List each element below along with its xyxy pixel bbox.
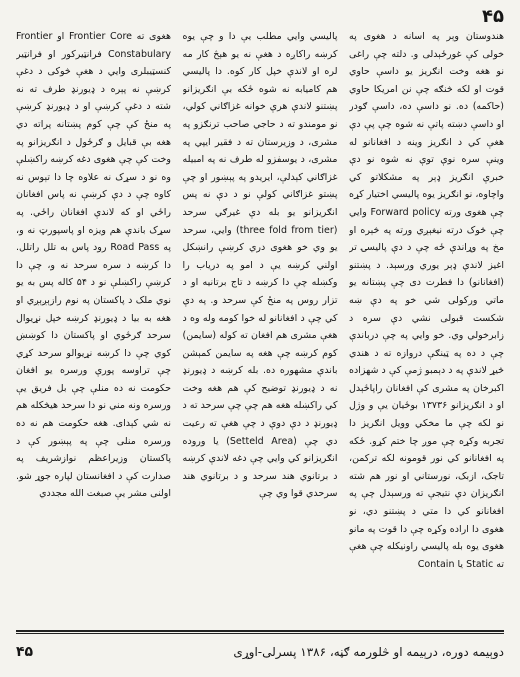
column-middle-text: پالیسي وایي مطلب یې دا و چې یوه کرښه راکاږه د هغې نه یو هېڅ کار مه لره او لاندې خپل کار کوه. دا پالیسي هم کامیابه نه شوه ځکه بې انګریزانو پښتنو لاندې هرې خوانه غزاګاني کولي، نو مومندو ته د حاجي صاحب ترنګزو په مشری، د وزیرستان ته د فقیر ایپي په مشری، د یوسفزو له طرف نه په امبیله غزاګاني کېدلې، ایریدو په پېښور او چې پښتو غزاګاني کولې نو د دې نه پس انګریزانو یو بله دې غیرګي سرحد (three fold from tier) وایي، سرحد یو وي خو هغوی دري کرښې رانښکل اولني کرښه یې د امو په دریاب را وکښله چې دا کرښه د تاج برتانیه او د تزار روس په منځ کې سرحد و. په دې کي چې د افغانانو له خوا کومه وله وه د هغې مشری هم افغان ته کوله (سایمن) کوم کرښه چې هغه په سایمن کمېشن باندې مشهوره ده. بله کرښه د ډیورنډ نه د ډیورنډ توضیح کې هم هغه وخت کي راکښله هغه هم چې چې سرحد ته د ډیورنډ د دې دوې د چې هغې ته رعیت دي چې (Setteld Area) یا وروده انګریزانو کي وایي چې دغه لاندې کرښه د برتانوي هند سرحد و د برتانوي هند سرحدي قوا وي چې [182, 31, 338, 500]
column-middle [183, 28, 338, 618]
page-footer [16, 640, 504, 664]
footer-rule-thin [16, 633, 504, 634]
column-left-text: هغوی ته Frontier Core او Frontier Constabulary فرانټیرکور او فرانټیر کنسټیبلری وایي د هغې څوکی د دغې کرښې نه پېره د ډیورنډ طرف ته نه شته د دغې کرښې او د ډیورنډ کرښې په منځ کې چې کوم پښتانه پراته دي هغه بې قبایل و ګرځول د انګریزانو په وخت کې چې هغوی دغه کرښه راکښلې وه نو د سړک نه علاوه چا دا تېوس نه کاوه چې د دې کرښې نه پاس افغانان راځي او که لاندې افغانان راځي. په سړک باندې هم ویزه او پاسپورټ نه و، په Road Pass رود پاس به تلل راتلل. دا کرښه د سره سرحد نه و، چې دا کرښې راکښلې نو د ۵۴ کاله پس به یو نوي ملک د پاکستان په نوم رازېږېږي او هغه به بیا د ډیورنډ کرښه خپل نړیوال سرحد ګرځوي او پاکستان دا کوښښ کوي چې دا کرښه نړیوالو سرحد کړي چې تراوسه پورې ورسره یو افغان حکومت نه ده منلې چې بل فریق یې ورسره ونه مني نو دا سرحد هیڅکله هم نه شي کېدای. هغه حکومت هم نه ده ورسره منلی چې په پېښور کې د پاکستان وزیراعظم نوازشریف په صدارت کې د افغانستان لپاره جوړ شو. اولنی مشر یې صبغت الله مجددي [16, 31, 171, 500]
column-right [349, 28, 504, 618]
column-right-text: هندوستان وېر په اسانه د هغوی په خولی کې غورځېدلی و. دلته چې راغی نو هغه وخت انګریز یو داسې حاوي قوت او لکه څنګه چې نن امریکا حاوي (حاکمه) ده. نو داسې ده، داسې ګودر او داسې دښته پاتې نه شوه چې پې دې هغې کي د انګریز وینه د افغانانو له وینې سره نوې توې نه شوه نو دې خبرې انګریز ډېر په مشکلاتو کي واچاوه، نو انګریز یوه پالیسي اختیار کړه چې هغوی ورته Forward policy وایي چې څوک درته نیغېږي ورته په څېره او مخ په وړاندې ځه چې د دې پالیسۍ تر اغیز لاندې ډېر یوري ورسېد. د پښتنو (افغانانو) دا فطرت دی چې پښتانه یو ماتي ورکولی شي خو په دې ښه شکست قبولی نشي دې سره د زابرخولي وي. خو وایي په چې درباندې چې د ده په ټینګې دروازه ته د هندي څیړ لاندې په د دېمبو ژمې کې د شهزاده اکبرخان په مشری کې افغانان راپاځېدل او د انګریزانو ۱۳۷۳۶ بوځیان یې و وژل نو لکه چې ما مخکي وویل انګریز دا تجربه وکړه چې موږ چا ختم کړو. ځکه په افغانانو کي نور قومونه لکه ترکمن، تاجک، ازبک، نورستاني او نور هم شته انګریزان دې نتیجې ته ورسېدل چې په افغانانو کي دا متي د پښتنو دي، نو هغوی دا اراده وکړه چې دا قوت په مانو هغوی یوه بله پالیسي راونیکله چې هغې ته Static یا Contain [349, 31, 504, 570]
column-left [16, 28, 171, 618]
footer-rule-thick [16, 630, 504, 632]
footer-page-number: ۴۵ [16, 644, 34, 660]
page-number-top: ۴۵ [482, 6, 504, 27]
article-body [16, 28, 504, 618]
footer-issue-info: دوېيمه دوره، درېيمه او څلورمه ګڼه، ۱۳۸۶ پسرلی-اوړی [233, 645, 504, 659]
